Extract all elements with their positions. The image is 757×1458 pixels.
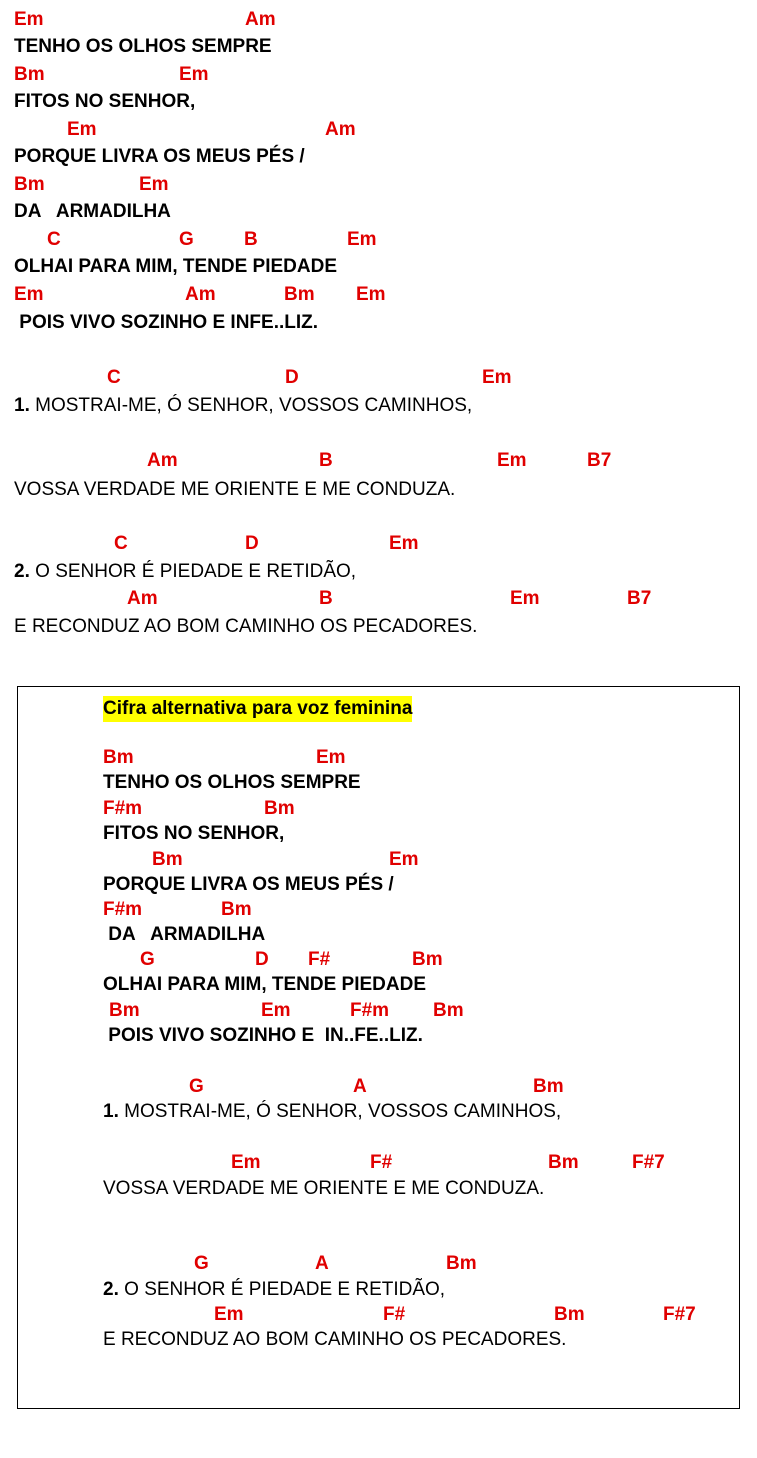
chord-line <box>0 62 757 88</box>
lyric-line: TENHO OS OLHOS SEMPRE <box>103 772 361 793</box>
chord: Em <box>14 284 44 305</box>
verse-line <box>14 559 356 585</box>
chord-line <box>0 897 757 923</box>
chord: Bm <box>14 174 45 195</box>
verse-number: 1. <box>103 1101 119 1122</box>
chord: G <box>140 949 155 970</box>
verse-line <box>103 1277 445 1303</box>
lyric-line: PORQUE LIVRA OS MEUS PÉS / <box>14 146 305 167</box>
chord: F#m <box>103 798 143 819</box>
lyric-line: FITOS NO SENHOR, <box>103 823 285 844</box>
chord: F#m <box>350 1000 390 1021</box>
chord-line <box>0 227 757 253</box>
verse-line <box>103 1099 561 1125</box>
chord: Em <box>389 849 419 870</box>
chord-line <box>0 365 757 391</box>
lyric-line: TENHO OS OLHOS SEMPRE <box>14 36 272 57</box>
chord: Em <box>347 229 377 250</box>
chord: Bm <box>14 64 45 85</box>
chord: F# <box>308 949 331 970</box>
chord: Em <box>261 1000 291 1021</box>
chord: G <box>194 1253 209 1274</box>
verse-line: VOSSA VERDADE ME ORIENTE E ME CONDUZA. <box>14 479 456 500</box>
chord-line <box>0 947 757 973</box>
lyric-line: PORQUE LIVRA OS MEUS PÉS / <box>103 874 394 895</box>
chord: Bm <box>264 798 295 819</box>
verse-line: E RECONDUZ AO BOM CAMINHO OS PECADORES. <box>14 616 478 637</box>
lyric-line: DA ARMADILHA <box>103 924 266 945</box>
chord: A <box>353 1076 367 1097</box>
chord: Bm <box>554 1304 585 1325</box>
chord-line <box>0 448 757 474</box>
verse-text: O SENHOR É PIEDADE E RETIDÃO, <box>29 561 357 582</box>
chord: D <box>245 533 259 554</box>
chord: F# <box>370 1152 393 1173</box>
chord: Am <box>127 588 158 609</box>
chord-line <box>0 117 757 143</box>
chord-line <box>0 1302 757 1328</box>
chord: G <box>189 1076 204 1097</box>
chord: F#m <box>103 899 143 920</box>
verse-text: MOSTRAI-ME, Ó SENHOR, VOSSOS CAMINHOS, <box>29 395 473 416</box>
chord: Bm <box>103 747 134 768</box>
chord: Em <box>67 119 97 140</box>
chord: Em <box>389 533 419 554</box>
chord-line <box>0 1251 757 1277</box>
chord: Bm <box>446 1253 477 1274</box>
chord: Bm <box>533 1076 564 1097</box>
chord: D <box>255 949 269 970</box>
chord: D <box>285 367 299 388</box>
chord-line <box>0 847 757 873</box>
chord: Bm <box>433 1000 464 1021</box>
verse-text: O SENHOR É PIEDADE E RETIDÃO, <box>118 1279 446 1300</box>
chord: B <box>319 588 333 609</box>
chord-line <box>0 586 757 612</box>
lyric-line: OLHAI PARA MIM, TENDE PIEDADE <box>14 256 338 277</box>
verse-line: E RECONDUZ AO BOM CAMINHO OS PECADORES. <box>103 1329 567 1350</box>
lyric-line: OLHAI PARA MIM, TENDE PIEDADE <box>103 974 427 995</box>
chord: Em <box>356 284 386 305</box>
verse-text: MOSTRAI-ME, Ó SENHOR, VOSSOS CAMINHOS, <box>118 1101 562 1122</box>
chord: B7 <box>627 588 652 609</box>
chord: Bm <box>109 1000 140 1021</box>
chord: Bm <box>284 284 315 305</box>
chord: C <box>107 367 121 388</box>
chord: Am <box>245 9 276 30</box>
lyric-line: FITOS NO SENHOR, <box>14 91 196 112</box>
chord: Em <box>482 367 512 388</box>
chord: B <box>244 229 258 250</box>
lyric-line: DA ARMADILHA <box>14 201 171 222</box>
chord: Bm <box>152 849 183 870</box>
chord-line <box>0 282 757 308</box>
verse-line: VOSSA VERDADE ME ORIENTE E ME CONDUZA. <box>103 1178 545 1199</box>
chord-line <box>0 531 757 557</box>
chord: Em <box>510 588 540 609</box>
chord-line <box>0 7 757 33</box>
chord-line <box>0 1074 757 1100</box>
chord: F# <box>383 1304 406 1325</box>
chord: B <box>319 450 333 471</box>
chord: C <box>47 229 61 250</box>
chord: F#7 <box>663 1304 696 1325</box>
chord: Am <box>147 450 178 471</box>
chord: Bm <box>548 1152 579 1173</box>
chord-line <box>0 796 757 822</box>
chord: Am <box>185 284 216 305</box>
chord-line <box>0 998 757 1024</box>
chord: Bm <box>412 949 443 970</box>
chord-line <box>0 1150 757 1176</box>
verse-number: 1. <box>14 395 30 416</box>
verse-number: 2. <box>103 1279 119 1300</box>
chord: Em <box>231 1152 261 1173</box>
chord: Bm <box>221 899 252 920</box>
chord: Em <box>497 450 527 471</box>
chord: Em <box>139 174 169 195</box>
lyric-line: POIS VIVO SOZINHO E IN..FE..LIZ. <box>103 1025 423 1046</box>
chord-line <box>0 172 757 198</box>
chord: Em <box>316 747 346 768</box>
alternative-title: Cifra alternativa para voz feminina <box>103 696 412 722</box>
chord: Em <box>14 9 44 30</box>
chord: B7 <box>587 450 612 471</box>
chord: G <box>179 229 194 250</box>
verse-number: 2. <box>14 561 30 582</box>
lyric-line: POIS VIVO SOZINHO E INFE..LIZ. <box>14 312 319 333</box>
chord: Em <box>214 1304 244 1325</box>
chord: A <box>315 1253 329 1274</box>
chord: F#7 <box>632 1152 665 1173</box>
chord-line <box>0 745 757 771</box>
chord: Em <box>179 64 209 85</box>
chord: C <box>114 533 128 554</box>
verse-line <box>14 393 472 419</box>
chord: Am <box>325 119 356 140</box>
